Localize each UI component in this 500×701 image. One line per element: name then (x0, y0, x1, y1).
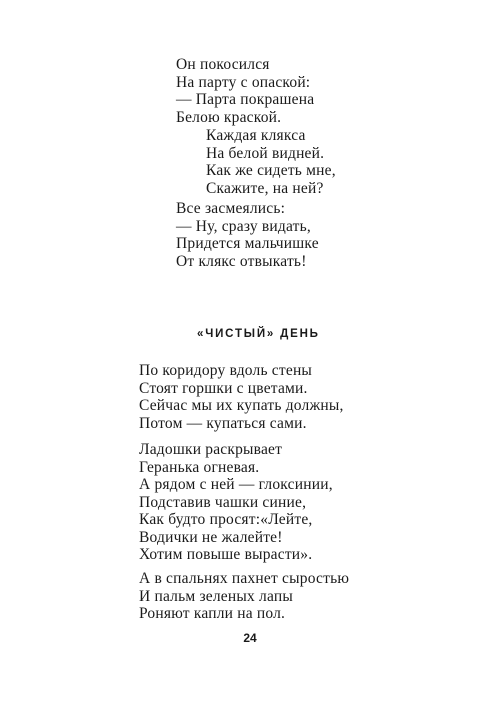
poem2-stanza-3 (139, 570, 349, 623)
poem-line: Белою краской. (176, 108, 282, 126)
poem2-stanza-2 (139, 441, 333, 564)
poem-line: Все засмеялись: (176, 200, 286, 217)
poem2-stanza-1 (139, 362, 344, 432)
poem-line: Водички не жалейте! (139, 528, 283, 546)
poem-line: — Парта покрашена (176, 91, 315, 108)
poem-line: Придется мальчишке (176, 235, 319, 252)
poem-line: Сейчас мы их купать должны, (139, 397, 344, 414)
poem-line: Каждая клякса (206, 127, 306, 144)
poem-title: «ЧИСТЫЙ» ДЕНЬ (197, 328, 320, 340)
poem-line: Хотим повыше вырасти». (139, 546, 313, 563)
poem1-stanza-1 (176, 56, 314, 126)
poem-line: На белой видней. (206, 144, 325, 162)
poem-line: Геранька огневая. (139, 458, 260, 476)
poem-line: А рядом с ней — глоксинии, (139, 476, 333, 493)
poem-line: Подставив чашки синие, (139, 493, 307, 511)
poem-line: Роняют капли на пол. (139, 605, 286, 622)
poem-line: — Ну, сразу видать, (176, 217, 311, 235)
poem-line: По коридору вдоль стены (139, 362, 313, 379)
poem-line: Ладошки раскрывает (139, 441, 283, 458)
poem-line: Скажите, на ней? (206, 179, 324, 197)
poem-line: Как будто просят:«Лейте, (139, 511, 313, 528)
poem-line: И пальм зеленых лапы (139, 587, 293, 605)
poem1-stanza-3 (176, 200, 319, 270)
page-number: 24 (243, 631, 257, 645)
poem1-stanza-2 (206, 127, 336, 197)
poem-line: От клякс отвыкать! (176, 252, 307, 270)
poem-line: Потом — купаться сами. (139, 414, 307, 432)
poem-line: Стоят горшки с цветами. (139, 379, 308, 397)
poem-line: Он покосился (176, 56, 270, 73)
poem-line: А в спальнях пахнет сыростью (139, 570, 350, 587)
poem-line: Как же сидеть мне, (206, 162, 336, 179)
poem-line: На парту с опаской: (176, 73, 311, 91)
